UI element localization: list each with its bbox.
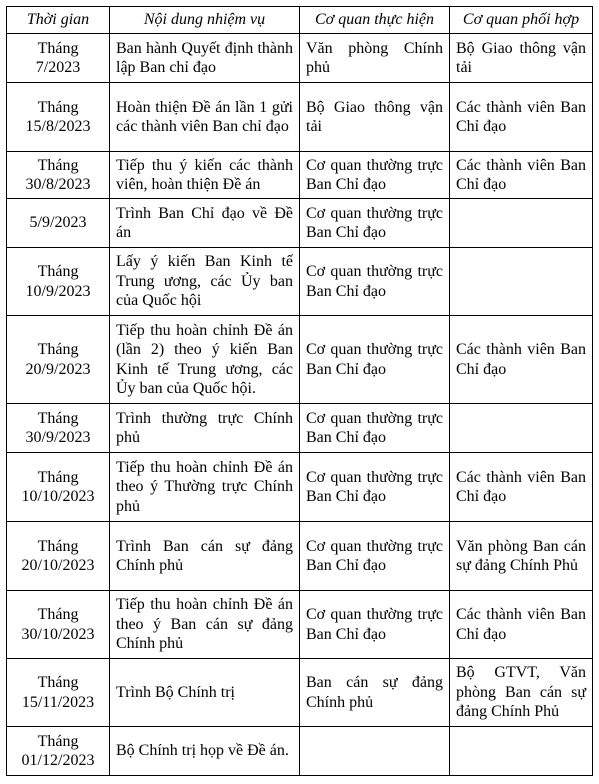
cell-time: 5/9/2023 xyxy=(7,199,110,248)
cell-task: Bộ Chính trị họp về Đề án. xyxy=(110,727,300,776)
table-row xyxy=(7,34,593,83)
schedule-table xyxy=(6,6,593,776)
cell-executor: Cơ quan thường trực Ban Chỉ đạo xyxy=(300,404,450,453)
cell-task: Trình Ban Chỉ đạo về Đề án xyxy=(110,199,300,248)
cell-coordinator xyxy=(450,199,593,248)
cell-task: Trình Ban cán sự đảng Chính phủ xyxy=(110,522,300,591)
cell-time: Tháng 01/12/2023 xyxy=(7,727,110,776)
table-row xyxy=(7,248,593,316)
cell-time: Tháng 15/8/2023 xyxy=(7,83,110,152)
table-row xyxy=(7,404,593,453)
cell-coordinator xyxy=(450,727,593,776)
table-row xyxy=(7,659,593,727)
table-row xyxy=(7,522,593,591)
cell-time: Tháng 30/9/2023 xyxy=(7,404,110,453)
cell-coordinator: Văn phòng Ban cán sự đảng Chính Phủ xyxy=(450,522,593,591)
cell-time: Tháng 10/10/2023 xyxy=(7,453,110,522)
cell-executor: Cơ quan thường trực Ban Chỉ đạo xyxy=(300,248,450,316)
header-row xyxy=(7,7,593,34)
cell-time: Tháng 7/2023 xyxy=(7,34,110,83)
cell-task: Tiếp thu ý kiến các thành viên, hoàn thiện Đề án xyxy=(110,152,300,199)
cell-task: Hoàn thiện Đề án lần 1 gửi các thành viên Ban chỉ đạo xyxy=(110,83,300,152)
cell-executor xyxy=(300,727,450,776)
cell-coordinator: Các thành viên Ban Chỉ đạo xyxy=(450,152,593,199)
cell-time: Tháng 20/9/2023 xyxy=(7,316,110,404)
cell-executor: Cơ quan thường trực Ban Chỉ đạo xyxy=(300,316,450,404)
cell-time: Tháng 30/10/2023 xyxy=(7,591,110,659)
header-coordinator: Cơ quan phối hợp xyxy=(450,7,593,34)
header-task: Nội dung nhiệm vụ xyxy=(110,7,300,34)
cell-task: Trình thường trực Chính phủ xyxy=(110,404,300,453)
cell-executor: Cơ quan thường trực Ban Chỉ đạo xyxy=(300,152,450,199)
cell-coordinator: Bộ GTVT, Văn phòng Ban cán sự đảng Chính Phủ xyxy=(450,659,593,727)
cell-task: Lấy ý kiến Ban Kinh tế Trung ương, các Ủy ban của Quốc hội xyxy=(110,248,300,316)
cell-executor: Cơ quan thường trực Ban Chỉ đạo xyxy=(300,199,450,248)
cell-time: Tháng 30/8/2023 xyxy=(7,152,110,199)
table-header xyxy=(7,7,593,34)
cell-time: Tháng 10/9/2023 xyxy=(7,248,110,316)
cell-coordinator: Bộ Giao thông vận tải xyxy=(450,34,593,83)
cell-coordinator xyxy=(450,404,593,453)
cell-executor: Bộ Giao thông vận tải xyxy=(300,83,450,152)
cell-coordinator: Các thành viên Ban Chỉ đạo xyxy=(450,83,593,152)
cell-task: Tiếp thu hoàn chỉnh Đề án theo ý Thường trực Chính phủ xyxy=(110,453,300,522)
table-row xyxy=(7,727,593,776)
table-row xyxy=(7,591,593,659)
cell-executor: Văn phòng Chính phủ xyxy=(300,34,450,83)
cell-task: Tiếp thu hoàn chỉnh Đề án (lần 2) theo ý kiến Ban Kinh tế Trung ương, các Ủy ban của Quốc hội. xyxy=(110,316,300,404)
cell-executor: Cơ quan thường trực Ban Chỉ đạo xyxy=(300,522,450,591)
cell-task: Trình Bộ Chính trị xyxy=(110,659,300,727)
table-row xyxy=(7,453,593,522)
cell-coordinator xyxy=(450,248,593,316)
table-row xyxy=(7,316,593,404)
cell-executor: Ban cán sự đảng Chính phủ xyxy=(300,659,450,727)
header-executor: Cơ quan thực hiện xyxy=(300,7,450,34)
cell-coordinator: Các thành viên Ban Chỉ đạo xyxy=(450,316,593,404)
cell-time: Tháng 20/10/2023 xyxy=(7,522,110,591)
cell-coordinator: Các thành viên Ban Chỉ đạo xyxy=(450,453,593,522)
cell-executor: Cơ quan thường trực Ban Chỉ đạo xyxy=(300,591,450,659)
table-body xyxy=(7,34,593,776)
table-row xyxy=(7,199,593,248)
table-row xyxy=(7,83,593,152)
cell-task: Tiếp thu hoàn chỉnh Đề án theo ý Ban cán sự đảng Chính phủ xyxy=(110,591,300,659)
table-row xyxy=(7,152,593,199)
cell-executor: Cơ quan thường trực Ban Chỉ đạo xyxy=(300,453,450,522)
cell-task: Ban hành Quyết định thành lập Ban chỉ đạo xyxy=(110,34,300,83)
cell-time: Tháng 15/11/2023 xyxy=(7,659,110,727)
cell-coordinator: Các thành viên Ban Chỉ đạo xyxy=(450,591,593,659)
header-time: Thời gian xyxy=(7,7,110,34)
